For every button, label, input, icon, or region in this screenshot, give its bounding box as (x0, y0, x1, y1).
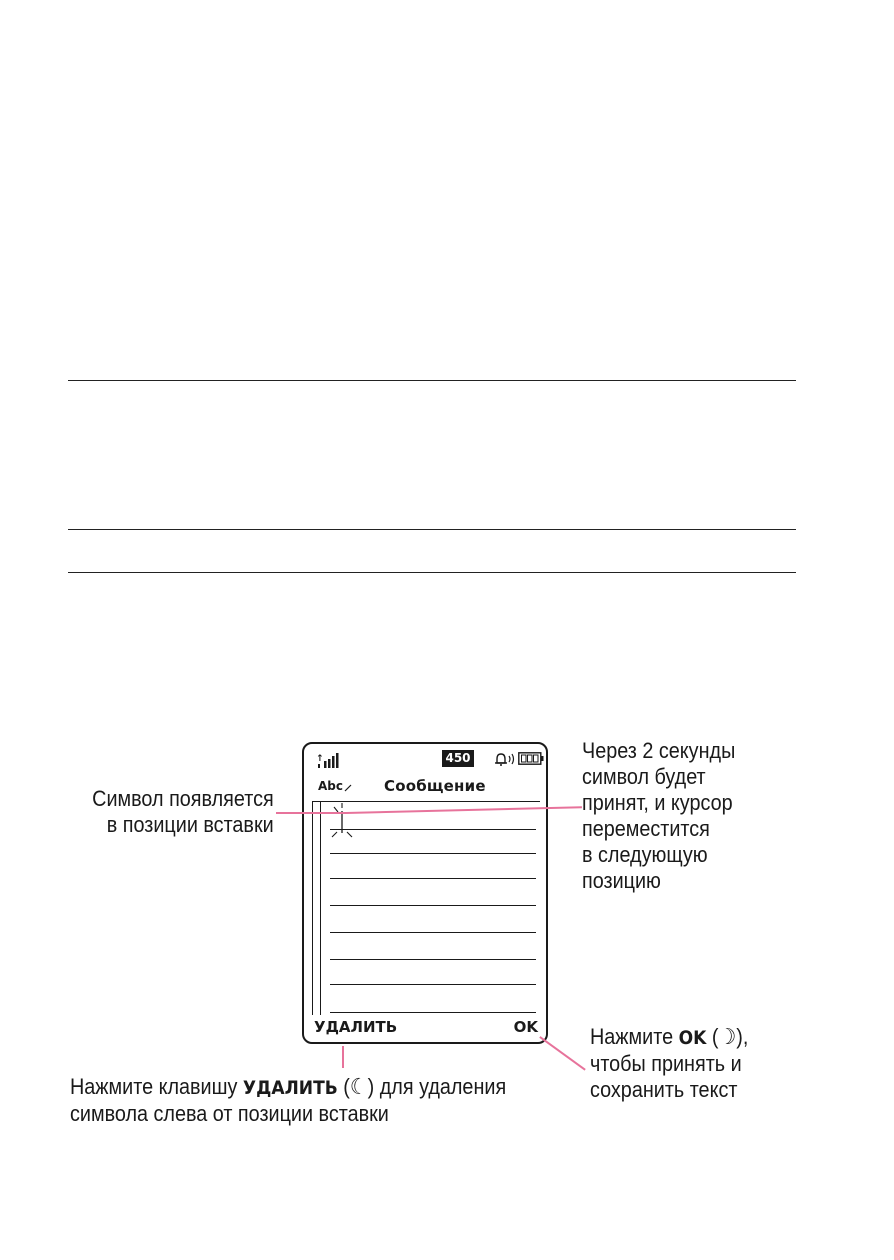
leader-line-left (276, 812, 346, 814)
mode-tick-icon (344, 784, 352, 792)
callout-text: Нажмите клавишу (70, 1074, 238, 1099)
delete-key-label: УДАЛИТЬ (242, 1077, 338, 1099)
text-mode-indicator: Abc (318, 779, 343, 793)
text-cursor-icon (328, 803, 356, 843)
edit-area-top-border (312, 801, 540, 802)
callout-line: Символ появляется (92, 786, 274, 811)
delete-soft-key[interactable]: УДАЛИТЬ (314, 1018, 398, 1036)
divider-rule-bottom (68, 572, 796, 573)
ringer-alert-icon (494, 752, 516, 766)
divider-rule-middle (68, 529, 796, 530)
signal-strength-icon (316, 752, 342, 768)
phone-screen (302, 742, 548, 1044)
right-soft-key-symbol: (☽), (711, 1024, 749, 1049)
callout-line: в следующую (582, 842, 708, 867)
callout-line: позицию (582, 868, 661, 893)
callout-insert-position (92, 786, 274, 838)
text-line (330, 959, 536, 960)
text-line (330, 878, 536, 879)
title-row (304, 774, 546, 800)
callout-auto-accept (582, 738, 735, 894)
callout-text: Нажмите (590, 1024, 674, 1049)
ok-soft-key[interactable]: OK (513, 1018, 538, 1036)
leader-line-bottom (342, 1046, 344, 1068)
callout-line: символа слева от позиции вставки (70, 1101, 389, 1126)
callout-text: (☾) для удаления (343, 1074, 507, 1099)
text-line (330, 905, 536, 906)
callout-line: принят, и курсор (582, 790, 733, 815)
callout-line: переместится (582, 816, 710, 841)
message-counter-badge: 450 (442, 750, 474, 767)
callout-press-ok (590, 1024, 748, 1103)
message-edit-area[interactable] (312, 801, 540, 1016)
callout-line: Через 2 секунды (582, 738, 736, 763)
callout-press-delete (70, 1074, 506, 1127)
callout-line: сохранить текст (590, 1077, 738, 1102)
leader-line-bottom-right (540, 1036, 586, 1070)
text-line (330, 984, 536, 985)
text-line (330, 1012, 536, 1013)
svg-text:↑: ↑ (316, 754, 324, 764)
edit-area-scroll-bar (312, 801, 321, 1015)
screen-title: Сообщение (384, 777, 486, 795)
status-bar (304, 744, 546, 774)
callout-line: чтобы принять и (590, 1051, 742, 1076)
text-line (330, 829, 536, 830)
divider-rule-top (68, 380, 796, 381)
battery-icon (518, 752, 544, 765)
text-line (330, 932, 536, 933)
ok-key-label: OK (678, 1027, 707, 1049)
callout-line: в позиции вставки (107, 812, 274, 837)
callout-line (590, 1024, 748, 1051)
text-line (330, 853, 536, 854)
callout-line: символ будет (582, 764, 706, 789)
callout-line (70, 1074, 506, 1101)
